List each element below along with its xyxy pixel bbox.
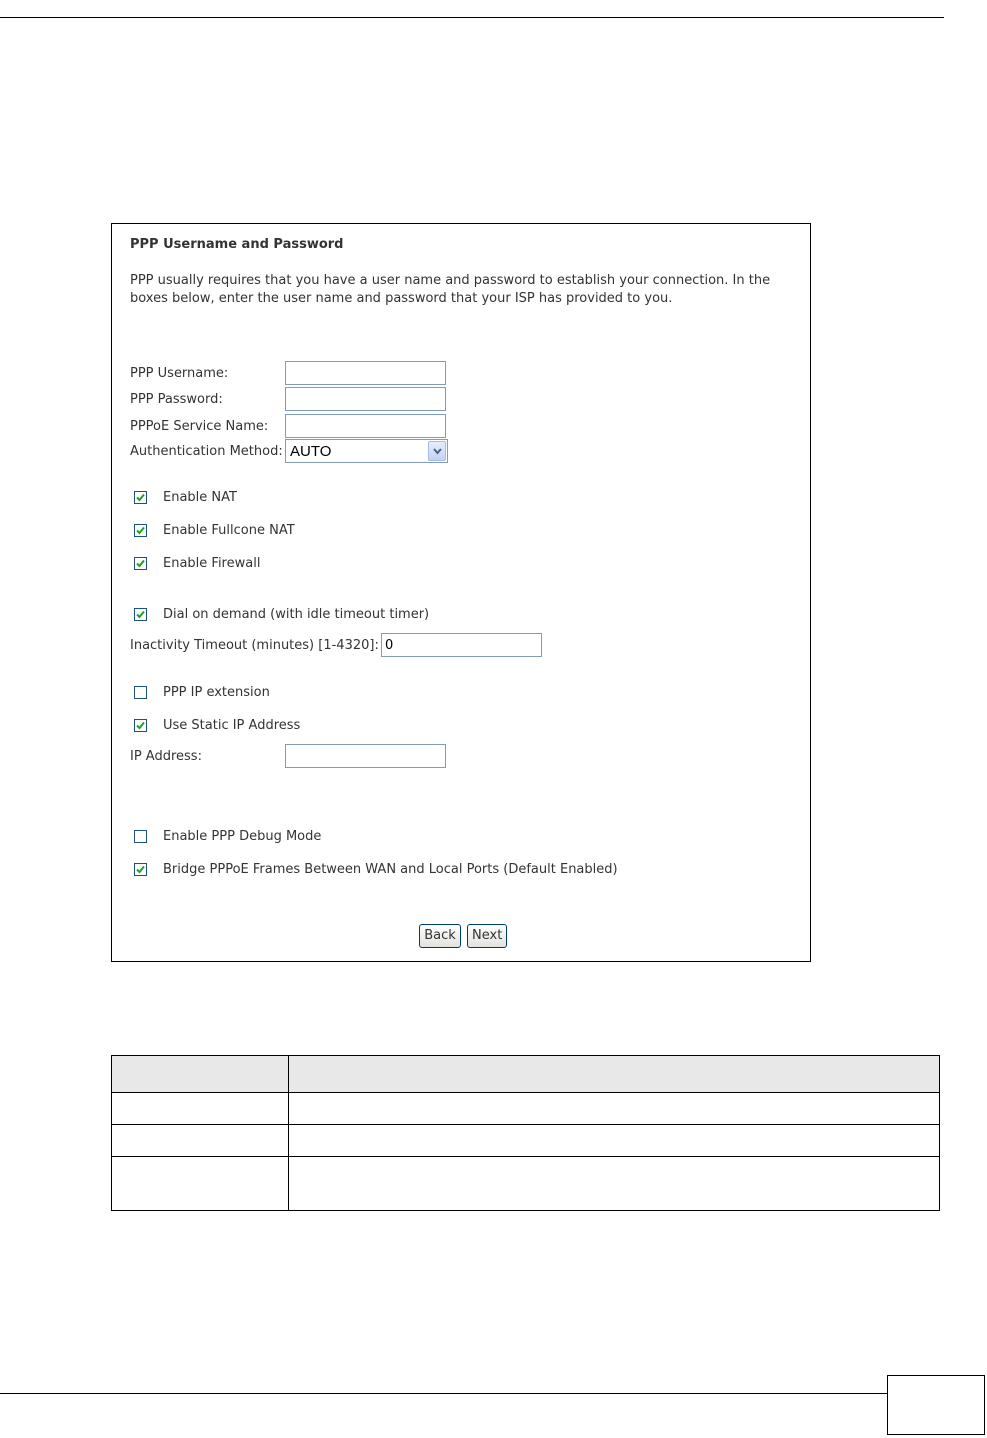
panel-description: PPP usually requires that you have a user name and password to establish your connection. In the boxes below, enter the user name and password that your ISP has provided to you.	[130, 273, 771, 306]
service-name-input[interactable]	[285, 414, 446, 438]
bridge-pppoe-checkbox[interactable]	[134, 863, 147, 876]
username-input[interactable]	[285, 361, 446, 385]
ppp-debug-label: Enable PPP Debug Mode	[163, 829, 322, 844]
next-button[interactable]: Next	[467, 924, 507, 948]
ip-address-input[interactable]	[285, 744, 446, 768]
ppp-debug-checkbox[interactable]	[134, 830, 147, 843]
back-button[interactable]: Back	[419, 924, 461, 948]
auth-method-label: Authentication Method:	[130, 444, 283, 459]
service-name-label: PPPoE Service Name:	[130, 419, 269, 434]
bridge-pppoe-label: Bridge PPPoE Frames Between WAN and Local Ports (Default Enabled)	[163, 862, 618, 877]
panel-title: PPP Username and Password	[130, 237, 344, 252]
ppp-ip-extension-checkbox[interactable]	[134, 686, 147, 699]
username-label: PPP Username:	[130, 366, 229, 381]
password-label: PPP Password:	[130, 392, 223, 407]
table-row	[112, 1157, 940, 1211]
table-cell	[112, 1093, 289, 1125]
header-rule	[0, 17, 944, 18]
table-cell	[289, 1125, 940, 1157]
table-cell	[289, 1093, 940, 1125]
table-row	[112, 1093, 940, 1125]
firewall-label: Enable Firewall	[163, 556, 261, 571]
ppp-settings-panel	[111, 223, 811, 962]
table-cell	[112, 1157, 289, 1211]
static-ip-label: Use Static IP Address	[163, 718, 301, 733]
fullcone-nat-checkbox[interactable]	[134, 524, 147, 537]
static-ip-checkbox[interactable]	[134, 719, 147, 732]
fullcone-nat-label: Enable Fullcone NAT	[163, 523, 295, 538]
inactivity-timeout-input[interactable]	[381, 633, 542, 657]
table-cell	[112, 1125, 289, 1157]
firewall-checkbox[interactable]	[134, 557, 147, 570]
inactivity-timeout-label: Inactivity Timeout (minutes) [1-4320]:	[130, 638, 379, 653]
page-number-box	[887, 1375, 985, 1435]
auth-method-value: AUTO	[290, 443, 332, 460]
table-header-row	[112, 1056, 940, 1093]
ppp-ip-extension-label: PPP IP extension	[163, 685, 270, 700]
table-row	[112, 1125, 940, 1157]
table-header-cell	[289, 1056, 940, 1093]
nat-label: Enable NAT	[163, 490, 237, 505]
dial-on-demand-checkbox[interactable]	[134, 608, 147, 621]
chevron-down-icon[interactable]	[428, 441, 446, 461]
nat-checkbox[interactable]	[134, 491, 147, 504]
description-table	[111, 1055, 940, 1211]
ip-address-label: IP Address:	[130, 749, 202, 764]
footer-rule	[0, 1393, 887, 1394]
dial-on-demand-label: Dial on demand (with idle timeout timer)	[163, 607, 430, 622]
auth-method-select[interactable]	[285, 439, 448, 463]
table-header-cell	[112, 1056, 289, 1093]
table-cell	[289, 1157, 940, 1211]
password-input[interactable]	[285, 387, 446, 411]
